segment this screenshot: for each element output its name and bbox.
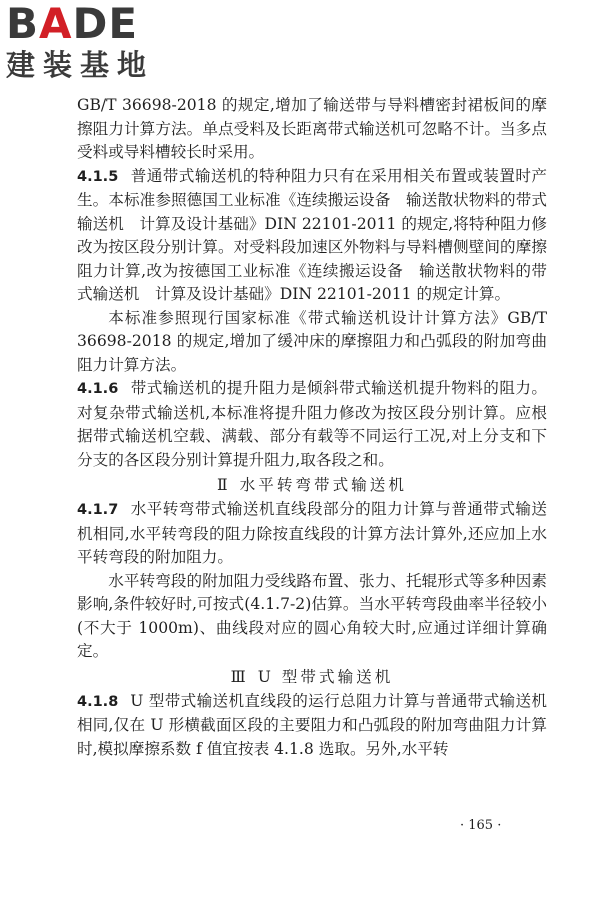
clause-number: 4.1.5 <box>77 168 119 185</box>
paragraph: 水平转弯段的附加阻力受线路布置、张力、托辊形式等多种因素影响,条件较好时,可按式(4.1.7-2)估算。当水平转弯段曲率半径较小(不大于 1000m)、曲线段对应的圆心角较大时,应通过详细计算确定。 <box>77 571 547 660</box>
section-heading: Ⅱ 水平转弯带式输送机 <box>217 476 407 494</box>
clause-number: 4.1.8 <box>77 693 119 710</box>
section-heading: Ⅲ U 型带式输送机 <box>230 667 394 686</box>
clause-number: 4.1.7 <box>77 502 119 518</box>
clause-number: 4.1.6 <box>77 381 119 397</box>
bade-logo <box>6 2 196 88</box>
logo-chinese-text: 建装基地 <box>6 48 155 82</box>
clause-4-1-6: 4.1.6 带式输送机的提升阻力是倾斜带式输送机提升物料的阻力。对复杂带式输送机,本标准将提升阻力修改为按区段分别计算。应根据带式输送机空载、满载、部分有载等不同运行工况,对上分支和下分支的各区段分别计算提升阻力,取各段之和。 <box>77 379 547 469</box>
clause-4-1-7: 4.1.7 水平转弯带式输送机直线段部分的阻力计算与普通带式输送机相同,水平转弯段的阻力除按直线段的计算方法计算外,还应加上水平转弯段的附加阻力。 <box>77 500 547 566</box>
page-number: · 165 · <box>460 818 502 833</box>
clause-4-1-8: 4.1.8 U 型带式输送机直线段的运行总阻力计算与普通带式输送机相同,仅在 U 形横截面区段的主要阻力和凸弧段的附加弯曲阻力计算时,模拟摩擦系数 f 值宜按表 4.1.8 选取。另外,水平转 <box>77 691 547 758</box>
paragraph: GB/T 36698-2018 的规定,增加了输送带与导料槽密封裙板间的摩擦阻力计算方法。单点受料及长距离带式输送机可忽略不计。当多点受料或导料槽较长时采用。 <box>77 96 547 161</box>
paragraph: 本标准参照现行国家标准《带式输送机设计计算方法》GB/T 36698-2018 的规定,增加了缓冲床的摩擦阻力和凸弧段的附加弯曲阻力计算方法。 <box>77 308 547 374</box>
logo-wordmark: BADE <box>6 0 139 48</box>
document-body <box>77 94 547 761</box>
clause-4-1-5: 4.1.5 普通带式输送机的特种阻力只有在采用相关布置或装置时产生。本标准参照德国工业标准《连续搬运设备 输送散状物料的带式输送机 计算及设计基础》DIN 22101-2011 的规定,将特种阻力修改为按区段分别计算。对受料段加速区外物料与导料槽侧壁间的摩擦阻力计算,改为按德国工业标准《连续搬运设备 输送散状物料的带式输送机 计算及设计基础》DIN 22101-2011 的规定计算。 <box>77 166 547 303</box>
